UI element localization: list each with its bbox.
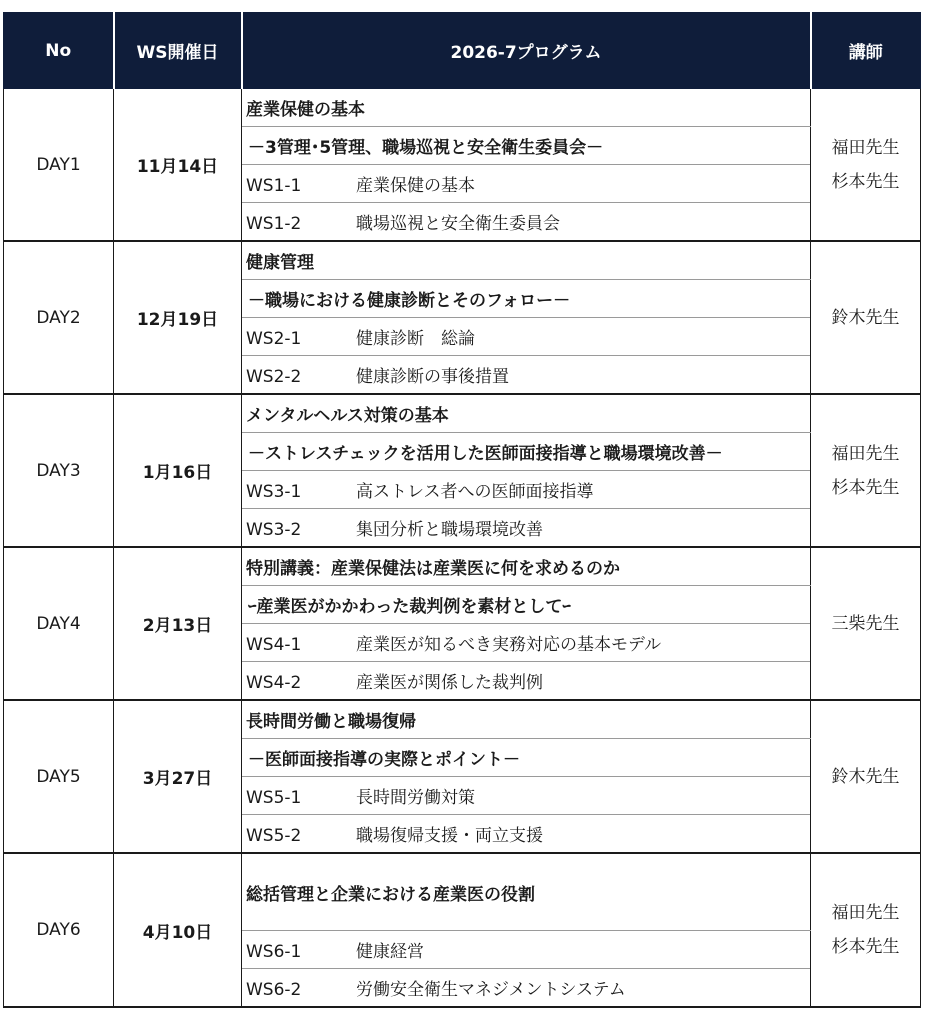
header-date: WS開催日 xyxy=(114,12,242,89)
workshop-code: WS2-2 xyxy=(246,367,302,387)
workshop-code: WS5-2 xyxy=(246,826,302,846)
program-title-text: メンタルヘルス対策の基本 xyxy=(246,406,449,426)
workshop-code: WS4-2 xyxy=(246,673,302,693)
day-label: DAY3 xyxy=(4,394,114,547)
ws-date: 2月13日 xyxy=(114,547,242,700)
instructor-name: 鈴木先生 xyxy=(831,766,900,787)
program-subtitle xyxy=(242,739,811,777)
workshop-name: 健康診断の事後措置 xyxy=(356,367,509,387)
program-subtitle xyxy=(242,127,811,165)
instructor-cell xyxy=(811,241,921,394)
instructor-name: 三柴先生 xyxy=(831,613,900,634)
instructor-cell xyxy=(811,394,921,547)
day3-title-row xyxy=(4,394,921,433)
workshop-code: WS3-2 xyxy=(246,520,302,540)
program-title-text: 特別講義：産業保健法は産業医に何を求めるのか xyxy=(246,559,620,579)
program-title xyxy=(242,547,811,586)
schedule-table xyxy=(3,12,921,1008)
workshop-name: 高ストレス者への医師面接指導 xyxy=(356,482,594,502)
workshop-cell xyxy=(242,165,811,203)
workshop-name: 産業保健の基本 xyxy=(356,176,475,196)
program-subtitle-text: ｰ産業医がかかわった裁判例を素材としてｰ xyxy=(248,597,571,617)
program-subtitle-text: －医師面接指導の実際とポイント－ xyxy=(248,750,520,770)
header-program: 2026-7プログラム xyxy=(242,12,811,89)
instructor-cell xyxy=(811,547,921,700)
program-subtitle xyxy=(242,586,811,624)
day6-title-row xyxy=(4,853,921,931)
instructor-name: 杉本先生 xyxy=(831,477,900,498)
day4-title-row xyxy=(4,547,921,586)
program-subtitle-text: －職場における健康診断とそのフォロー－ xyxy=(248,291,571,311)
workshop-cell xyxy=(242,356,811,395)
instructor-name: 福田先生 xyxy=(831,443,900,464)
workshop-code: WS1-2 xyxy=(246,214,302,234)
workshop-name: 労働安全衛生マネジメントシステム xyxy=(356,980,626,1000)
instructor-name: 鈴木先生 xyxy=(831,307,900,328)
program-title xyxy=(242,700,811,739)
workshop-name: 産業医が関係した裁判例 xyxy=(356,673,543,693)
workshop-cell xyxy=(242,509,811,548)
day-label: DAY4 xyxy=(4,547,114,700)
workshop-cell xyxy=(242,624,811,662)
ws-date: 4月10日 xyxy=(114,853,242,1007)
workshop-code: WS1-1 xyxy=(246,176,302,196)
ws-date: 12月19日 xyxy=(114,241,242,394)
workshop-code: WS5-1 xyxy=(246,788,302,808)
workshop-cell xyxy=(242,815,811,854)
program-subtitle-text: －ストレスチェックを活用した医師面接指導と職場環境改善－ xyxy=(248,444,723,464)
workshop-cell xyxy=(242,969,811,1008)
instructor-cell xyxy=(811,700,921,853)
program-title xyxy=(242,241,811,280)
instructor-name: 福田先生 xyxy=(831,903,900,923)
day-label: DAY1 xyxy=(4,89,114,241)
day-label: DAY6 xyxy=(4,853,114,1007)
workshop-name: 職場巡視と安全衛生委員会 xyxy=(356,214,560,234)
day2-title-row xyxy=(4,241,921,280)
day1-title-row xyxy=(4,89,921,127)
workshop-name: 職場復帰支援・両立支援 xyxy=(356,826,543,846)
instructor-cell xyxy=(811,89,921,241)
instructor-name: 杉本先生 xyxy=(831,171,900,192)
workshop-cell xyxy=(242,777,811,815)
instructor-cell xyxy=(811,853,921,1007)
workshop-name: 集団分析と職場環境改善 xyxy=(356,520,543,540)
program-title xyxy=(242,394,811,433)
ws-date: 11月14日 xyxy=(114,89,242,241)
workshop-cell xyxy=(242,203,811,242)
day-label: DAY2 xyxy=(4,241,114,394)
program-subtitle xyxy=(242,280,811,318)
program-schedule xyxy=(3,12,920,1008)
program-title xyxy=(242,853,811,931)
day5-title-row xyxy=(4,700,921,739)
workshop-code: WS2-1 xyxy=(246,329,302,349)
workshop-name: 長時間労働対策 xyxy=(356,788,475,808)
workshop-cell xyxy=(242,662,811,701)
workshop-code: WS6-1 xyxy=(246,942,302,962)
program-title-text: 産業保健の基本 xyxy=(246,100,365,120)
instructor-name: 杉本先生 xyxy=(831,937,900,957)
ws-date: 3月27日 xyxy=(114,700,242,853)
workshop-code: WS6-2 xyxy=(246,980,302,1000)
workshop-name: 産業医が知るべき実務対応の基本モデル xyxy=(356,635,662,655)
workshop-cell xyxy=(242,471,811,509)
program-title xyxy=(242,89,811,127)
workshop-cell xyxy=(242,318,811,356)
program-title-text: 健康管理 xyxy=(246,253,314,273)
instructor-name: 福田先生 xyxy=(831,137,900,158)
workshop-code: WS4-1 xyxy=(246,635,302,655)
workshop-name: 健康経営 xyxy=(356,942,424,962)
workshop-code: WS3-1 xyxy=(246,482,302,502)
day-label: DAY5 xyxy=(4,700,114,853)
program-title-text: 総括管理と企業における産業医の役割 xyxy=(246,884,535,905)
workshop-name: 健康診断 総論 xyxy=(356,329,475,349)
ws-date: 1月16日 xyxy=(114,394,242,547)
header-instructor: 講師 xyxy=(811,12,921,89)
program-subtitle-text: －3管理･5管理、職場巡視と安全衛生委員会－ xyxy=(248,138,604,158)
workshop-cell xyxy=(242,931,811,969)
header-no: No xyxy=(4,12,114,89)
program-title-text: 長時間労働と職場復帰 xyxy=(246,712,416,732)
program-subtitle xyxy=(242,433,811,471)
header-row xyxy=(4,12,921,89)
